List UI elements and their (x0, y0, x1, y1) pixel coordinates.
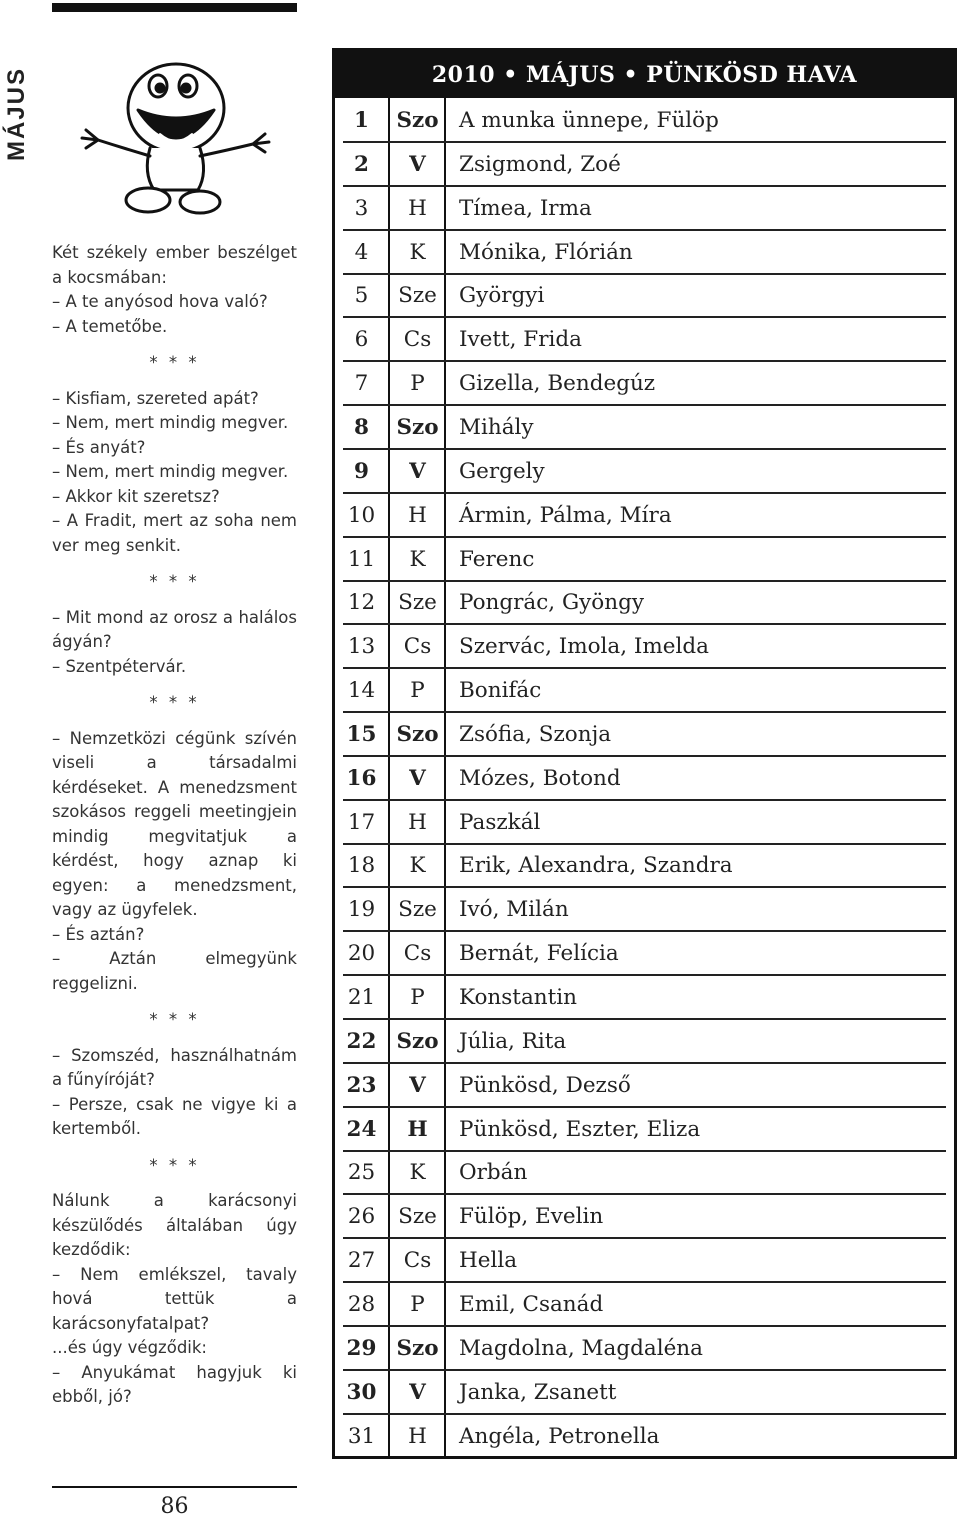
calendar-row (335, 1239, 954, 1283)
day-number: 19 (347, 897, 376, 923)
name-days: Pongrác, Gyöngy (459, 590, 644, 616)
weekday: P (410, 1291, 425, 1317)
weekday: Cs (403, 1248, 432, 1274)
weekday: K (409, 546, 426, 572)
name-days: Bonifác (459, 678, 542, 704)
calendar-row (335, 1020, 954, 1064)
weekday: V (409, 1072, 426, 1098)
day-number: 8 (354, 414, 369, 440)
calendar-row (335, 494, 954, 538)
calendar-row (335, 406, 954, 450)
name-days: Janka, Zsanett (459, 1379, 617, 1405)
calendar-row (335, 99, 954, 143)
name-days: Györgyi (459, 283, 545, 309)
calendar-row (335, 1327, 954, 1371)
day-number: 13 (347, 634, 376, 660)
name-days: Júlia, Rita (459, 1028, 567, 1054)
joke-line: ...és úgy végződik: (52, 1338, 207, 1357)
calendar-row (335, 1283, 954, 1327)
calendar-row (335, 844, 954, 888)
joke-line: – És anyát? (52, 437, 146, 457)
calendar-row (335, 1151, 954, 1195)
day-number: 30 (346, 1379, 377, 1405)
calendar-row (335, 274, 954, 318)
name-days: Angéla, Petronella (459, 1423, 660, 1449)
calendar-row (335, 1108, 954, 1152)
side-month-title: MÁJUS (3, 67, 30, 162)
name-days: Pünkösd, Eszter, Eliza (459, 1116, 701, 1142)
calendar-row (335, 757, 954, 801)
calendar-row (335, 888, 954, 932)
day-number: 26 (347, 1204, 376, 1230)
weekday: K (409, 1160, 426, 1186)
day-number: 1 (354, 108, 369, 133)
weekday: Sze (398, 1204, 437, 1230)
joke-line: – A Fradit, mert az soha nem ver meg senkit. (52, 511, 297, 555)
joke-separator: * * * (149, 572, 200, 591)
calendar-table (332, 48, 957, 1459)
day-number: 29 (346, 1335, 377, 1361)
name-days: Mózes, Botond (459, 765, 621, 791)
weekday: Cs (403, 634, 432, 660)
day-number: 2 (354, 151, 369, 177)
top-rule (52, 3, 297, 12)
weekday: Szo (396, 108, 439, 133)
name-days: Mihály (459, 414, 534, 440)
weekday: Cs (403, 327, 432, 353)
name-days: Ivett, Frida (459, 327, 582, 353)
footer-rule (52, 1486, 297, 1488)
day-number: 21 (347, 985, 376, 1010)
weekday: Sze (398, 590, 437, 616)
calendar-row (335, 362, 954, 406)
day-number: 17 (347, 809, 376, 835)
name-days: Mónika, Flórián (459, 239, 633, 265)
calendar-row (335, 1371, 954, 1415)
day-number: 3 (354, 195, 369, 221)
weekday: Szo (396, 1335, 439, 1361)
name-days: Paszkál (459, 809, 541, 835)
weekday: V (409, 458, 426, 484)
day-number: 12 (347, 590, 376, 616)
weekday: H (407, 1116, 428, 1142)
day-number: 10 (347, 502, 376, 528)
day-number: 24 (346, 1116, 377, 1142)
name-days: Gergely (459, 458, 545, 484)
joke-separator: * * * (149, 1010, 200, 1029)
calendar-row (335, 187, 954, 231)
joke-separator: * * * (149, 353, 200, 372)
name-days: Emil, Csanád (459, 1291, 604, 1317)
day-number: 28 (347, 1291, 376, 1317)
calendar-row (335, 318, 954, 362)
weekday: H (408, 809, 427, 835)
joke-separator: * * * (149, 1155, 200, 1175)
page-number: 86 (160, 1494, 189, 1519)
joke-line: Nálunk a karácsonyi készülődés általában úgy kezdődik: (52, 1191, 297, 1259)
weekday: Szo (396, 721, 439, 747)
joke-line: – Nemzetközi cégünk szívén viseli a társadalmi kérdéseket. A menedzsment szokásos reggeli meetingjein mindig megvitatjuk a kérdést, hogy aznap ki egyen: a menedzsment, vagy az ügyfelek. (52, 728, 297, 919)
weekday: Sze (398, 897, 437, 923)
joke-line: – Nem, mert mindig megver. (52, 462, 289, 481)
joke-line: – És aztán? (52, 924, 145, 944)
calendar-row (335, 231, 954, 275)
name-days: Ivó, Milán (459, 897, 569, 923)
joke-line: – Nem, mert mindig megver. (52, 413, 289, 432)
name-days: Hella (459, 1248, 518, 1274)
calendar-row (335, 976, 954, 1020)
weekday: V (409, 1379, 426, 1405)
name-days: Magdolna, Magdaléna (459, 1335, 703, 1361)
weekday: V (409, 151, 426, 177)
joke-line: – Szomszéd, használhatnám a fűnyíróját? (52, 1045, 297, 1089)
joke-line: – Akkor kit szeretsz? (52, 486, 220, 506)
weekday: Sze (398, 283, 437, 309)
day-number: 27 (347, 1248, 376, 1274)
calendar-row (335, 669, 954, 713)
weekday: P (410, 678, 425, 704)
joke-line: – Nem emlékszel, tavaly hová tettük a karácsonyfatalpat? (52, 1264, 297, 1333)
name-days: Gizella, Bendegúz (459, 371, 656, 397)
day-number: 20 (347, 941, 376, 967)
weekday: Cs (403, 941, 432, 967)
weekday: H (408, 502, 427, 528)
joke-line: – Aztán elmegyünk reggelizni. (52, 949, 297, 993)
day-number: 7 (354, 371, 369, 397)
day-number: 18 (347, 853, 376, 879)
day-number: 4 (354, 239, 369, 265)
calendar-row (335, 713, 954, 757)
calendar-title: 2010 • MÁJUS • PÜNKÖSD HAVA (335, 51, 954, 98)
calendar-row (335, 1415, 954, 1459)
joke-line: – A te anyósod hova való? (52, 292, 268, 311)
weekday: P (410, 985, 425, 1010)
calendar-row (335, 143, 954, 187)
day-number: 14 (347, 678, 376, 704)
weekday: H (408, 195, 427, 221)
name-days: Ferenc (459, 546, 535, 572)
name-days: Zsigmond, Zoé (459, 151, 621, 177)
calendar-row (335, 538, 954, 582)
calendar-row (335, 625, 954, 669)
name-days: Erik, Alexandra, Szandra (459, 853, 733, 879)
cartoon-mascot-illustration (68, 48, 278, 218)
weekday: H (408, 1423, 427, 1449)
day-number: 9 (354, 458, 369, 484)
name-days: Bernát, Felícia (459, 941, 619, 967)
weekday: V (409, 765, 426, 791)
joke-line: – A temetőbe. (52, 316, 168, 336)
day-number: 5 (354, 283, 369, 309)
calendar-row (335, 581, 954, 625)
name-days: Pünkösd, Dezső (459, 1072, 631, 1098)
weekday: Szo (396, 1028, 439, 1054)
joke-line: Két székely ember beszélget a kocsmában: (52, 243, 297, 287)
name-days: Zsófia, Szonja (459, 721, 612, 747)
calendar-row (335, 450, 954, 494)
name-days: Orbán (459, 1160, 528, 1186)
joke-line: – Persze, csak ne vigye ki a kertemből. (52, 1094, 297, 1138)
calendar-row (335, 801, 954, 845)
joke-separator: * * * (149, 693, 200, 712)
joke-line: – Mit mond az orosz a halálos ágyán? (52, 607, 297, 651)
day-number: 22 (346, 1028, 377, 1054)
weekday: K (409, 853, 426, 879)
joke-line: – Anyukámat hagyjuk ki ebből, jó? (52, 1362, 297, 1406)
name-days: Tímea, Irma (459, 195, 592, 221)
weekday: K (409, 239, 426, 265)
joke-line: – Szentpétervár. (52, 656, 187, 676)
jokes-column (52, 241, 297, 1410)
day-number: 11 (347, 546, 376, 572)
day-number: 25 (347, 1160, 376, 1186)
name-days: A munka ünnepe, Fülöp (459, 108, 719, 133)
name-days: Fülöp, Evelin (459, 1204, 604, 1230)
day-number: 16 (346, 765, 377, 791)
joke-line: – Kisfiam, szereted apát? (52, 388, 259, 408)
calendar-row (335, 1064, 954, 1108)
name-days: Szervác, Imola, Imelda (459, 634, 709, 660)
name-days: Konstantin (459, 985, 577, 1010)
name-days: Ármin, Pálma, Míra (459, 502, 672, 528)
calendar-row (335, 932, 954, 976)
day-number: 23 (346, 1072, 377, 1098)
calendar-row (335, 1195, 954, 1239)
day-number: 6 (354, 327, 369, 353)
day-number: 31 (347, 1423, 376, 1449)
weekday: Szo (396, 414, 439, 440)
day-number: 15 (346, 721, 377, 747)
weekday: P (410, 371, 425, 397)
